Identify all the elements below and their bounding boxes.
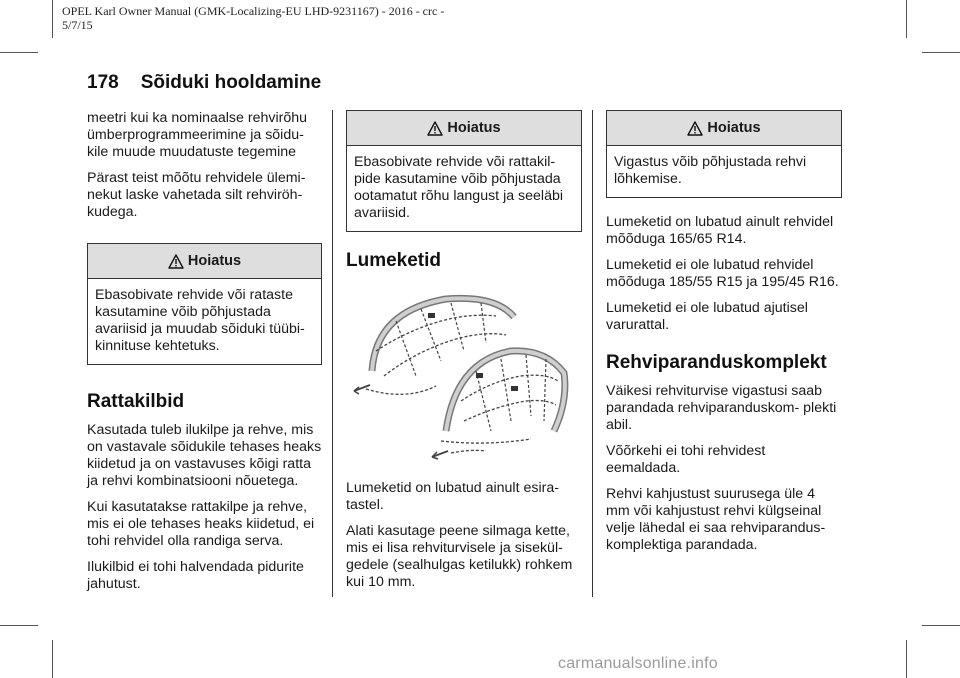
- paragraph: Lumeketid on lubatud ainult esira- tastel.: [346, 480, 559, 513]
- paragraph: Lumeketid ei ole lubatud ajutisel varurattal.: [606, 300, 808, 333]
- crop-mark: [922, 52, 960, 53]
- warning-triangle-icon: [427, 121, 443, 136]
- paragraph: meetri kui ka nominaalse rehvirõhu ümberprogrammeerimine ja sõidu- kile muude muudatuste tegemine: [87, 110, 308, 160]
- warning-label: Hoiatus: [187, 252, 242, 269]
- print-metadata-line1: OPEL Karl Owner Manual (GMK-Localizing-EU LHD-9231167) - 2016 - crc -: [62, 4, 445, 18]
- paragraph: Kui kasutatakse rattakilpe ja rehve, mis ei ole tehases heaks kiidetud, ei tohi rehvidel olla randiga serva.: [87, 499, 315, 549]
- paragraph: Väikesi rehviturvise vigastusi saab parandada rehviparanduskom- plekti abil.: [606, 383, 837, 433]
- crop-mark: [906, 0, 907, 38]
- crop-mark: [0, 52, 38, 53]
- paragraph: Kasutada tuleb ilukilpe ja rehve, mis on vastavale sõidukile tehases heaks kiidetud ja on vastavuses kõigi ratta ja rehvi kombinatsiooni nõuetega.: [87, 422, 322, 489]
- warning-triangle-icon: [168, 254, 184, 269]
- paragraph: Alati kasutage peene silmaga kette, mis ei lisa rehviturvisele ja sisekül- gedele (sealhulgas ketilukk) rohkem kui 10 mm.: [346, 523, 573, 590]
- warning-box: [606, 110, 842, 198]
- column-2: [346, 110, 582, 600]
- column-divider: [332, 110, 333, 597]
- page-title: Sõiduki hooldamine: [140, 72, 322, 93]
- paragraph: Rehvi kahjustust suurusega üle 4 mm või kahjustust rehvi külgseinal velje lähedal ei saa rehviparandus- komplektiga parandada.: [606, 486, 826, 553]
- warning-text: Vigastus võib põhjustada rehvi lõhkemise.: [614, 154, 807, 187]
- crop-mark: [52, 640, 53, 678]
- crop-mark: [0, 625, 38, 626]
- crop-mark: [906, 640, 907, 678]
- warning-header: [347, 111, 581, 146]
- section-heading: Lumeketid: [346, 250, 442, 271]
- warning-text: Ebasobivate rehvide või rattakil- pide kasutamine võib põhjustada ootamatut rõhu langust ja seeläbi avariisid.: [354, 154, 564, 221]
- column-3: [606, 110, 842, 563]
- paragraph: Võõrkehi ei tohi rehvidest eemaldada.: [606, 443, 766, 476]
- warning-text: Ebasobivate rehvide või rataste kasutamine võib põhjustada avariisid ja muudab sõiduki tüübi- kinnituse kehtetuks.: [95, 287, 305, 354]
- page-header: [87, 72, 321, 94]
- paragraph: Lumeketid ei ole lubatud rehvidel mõõduga 185/55 R15 ja 195/45 R16.: [606, 257, 839, 290]
- section-heading: Rattakilbid: [87, 391, 185, 412]
- page-number: 178: [87, 72, 119, 93]
- warning-box: [346, 110, 582, 232]
- warning-header: [607, 111, 841, 146]
- warning-label: Hoiatus: [707, 119, 761, 136]
- warning-header: [88, 244, 321, 279]
- paragraph: Lumeketid on lubatud ainult rehvidel mõõduga 165/65 R14.: [606, 214, 834, 247]
- paragraph: Pärast teist mõõtu rehvidele ülemi- nekut laske vahetada silt rehviröh- kudega.: [87, 170, 306, 220]
- warning-triangle-icon: [687, 121, 703, 136]
- warning-label: Hoiatus: [447, 119, 501, 136]
- print-metadata-line2: 5/7/15: [62, 18, 93, 32]
- watermark: carmanualsonline.info: [558, 655, 718, 672]
- print-metadata: [62, 4, 522, 32]
- snow-chain-illustration: [346, 281, 582, 466]
- crop-mark: [52, 0, 53, 38]
- column-divider: [592, 110, 593, 597]
- warning-box: [87, 243, 322, 365]
- crop-mark: [922, 625, 960, 626]
- paragraph: Ilukilbid ei tohi halvendada pidurite jahutust.: [87, 559, 304, 592]
- column-1: [87, 110, 322, 602]
- section-heading: Rehviparanduskomplekt: [606, 352, 827, 373]
